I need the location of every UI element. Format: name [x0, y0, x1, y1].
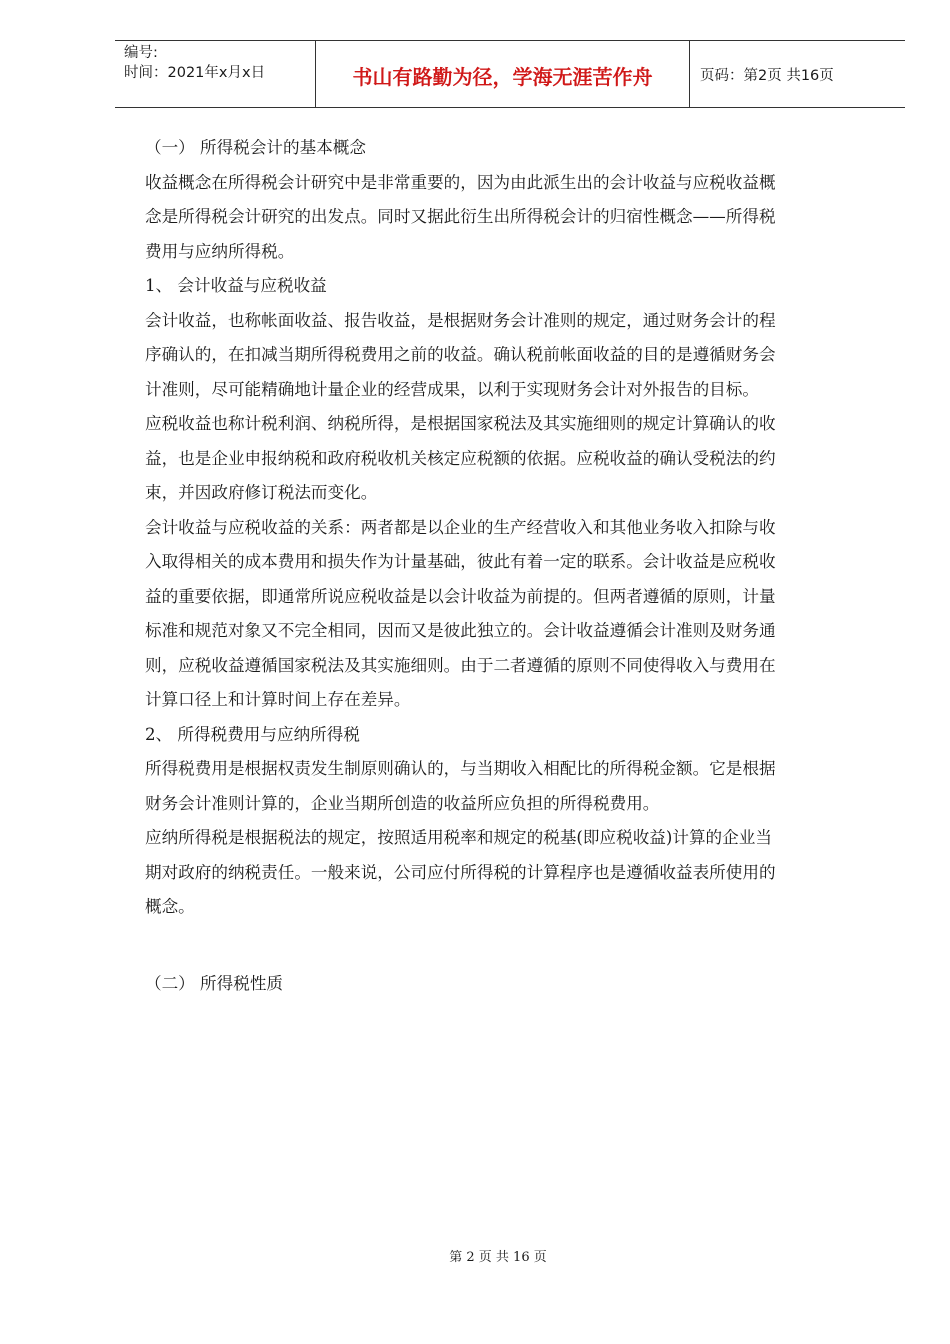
paragraph-line: 束，并因政府修订税法而变化。	[145, 483, 378, 502]
paragraph-line: 所得税费用是根据权责发生制原则确认的，与当期收入相配比的所得税金额。它是根据	[145, 759, 776, 778]
document-body	[145, 131, 872, 1001]
paragraph-line: 会计收益与应税收益的关系：两者都是以企业的生产经营收入和其他业务收入扣除与收	[145, 517, 776, 537]
paragraph-line: 念是所得税会计研究的出发点。同时又据此衍生出所得税会计的归宿性概念——所得税	[145, 207, 776, 226]
header-page-info: 页码：第2页 共16页	[700, 67, 834, 84]
section-heading: （一） 所得税会计的基本概念	[145, 138, 366, 157]
paragraph-line: 期对政府的纳税责任。一般来说，公司应付所得税的计算程序也是遵循收益表所使用的	[145, 862, 776, 882]
paragraph-line: 应纳所得税是根据税法的规定，按照适用税率和规定的税基(即应税收益)计算的企业当	[145, 828, 772, 847]
paragraph-line: 费用与应纳所得税。	[145, 241, 295, 261]
paragraph-line: 标准和规范对象又不完全相同，因而又是彼此独立的。会计收益遵循会计准则及财务通	[145, 621, 776, 640]
subsection-heading: 2、 所得税费用与应纳所得税	[145, 724, 360, 744]
paragraph-line: 入取得相关的成本费用和损失作为计量基础，彼此有着一定的联系。会计收益是应税收	[145, 552, 776, 571]
paragraph-line: 会计收益，也称帐面收益、报告收益，是根据财务会计准则的规定，通过财务会计的程	[145, 310, 776, 330]
paragraph-line: 计准则，尽可能精确地计量企业的经营成果，以利于实现财务会计对外报告的目标。	[145, 379, 759, 399]
paragraph-line: 益，也是企业申报纳税和政府税收机关核定应税额的依据。应税收益的确认受税法的约	[145, 448, 776, 468]
document-number-label: 编号:	[124, 45, 158, 61]
subsection-heading: 1、 会计收益与应税收益	[145, 276, 327, 295]
document-date-label: 时间：2021年x月x日	[124, 65, 266, 81]
paragraph-line: 序确认的，在扣减当期所得税费用之前的收益。确认税前帐面收益的目的是遵循财务会	[145, 345, 776, 364]
paragraph-line: 益的重要依据，即通常所说应税收益是以会计收益为前提的。但两者遵循的原则，计量	[145, 586, 776, 606]
paragraph-spacer	[145, 925, 872, 967]
document-header	[115, 40, 905, 108]
paragraph-line: 则，应税收益遵循国家税法及其实施细则。由于二者遵循的原则不同使得收入与费用在	[145, 655, 776, 675]
page-footer: 第 2 页 共 16 页	[449, 1250, 547, 1265]
section-heading: （二） 所得税性质	[145, 973, 284, 993]
paragraph-line: 概念。	[145, 897, 195, 916]
header-meta-cell	[115, 41, 316, 107]
paragraph-line: 计算口径上和计算时间上存在差异。	[145, 690, 411, 709]
header-motto: 书山有路勤为径，学海无涯苦作舟	[316, 41, 690, 107]
paragraph-line: 财务会计准则计算的，企业当期所创造的收益所应负担的所得税费用。	[145, 793, 660, 813]
paragraph-line: 收益概念在所得税会计研究中是非常重要的，因为由此派生出的会计收益与应税收益概	[145, 172, 776, 192]
paragraph-line: 应税收益也称计税利润、纳税所得，是根据国家税法及其实施细则的规定计算确认的收	[145, 414, 776, 433]
